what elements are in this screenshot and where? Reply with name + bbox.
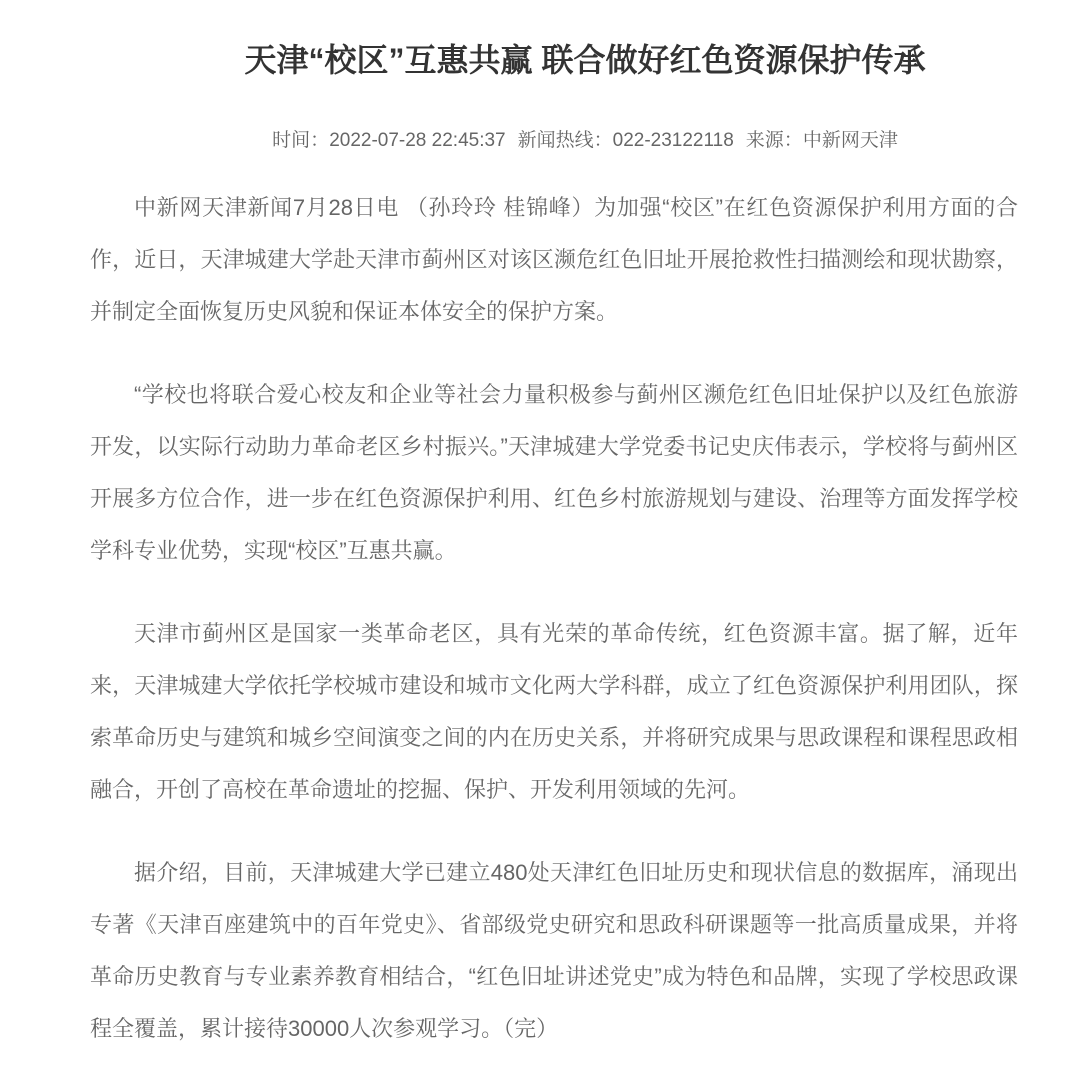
article-paragraph: 天津市蓟州区是国家一类革命老区，具有光荣的革命传统，红色资源丰富。据了解，近年来，天津城建大学依托学校城市建设和城市文化两大学科群，成立了红色资源保护利用团队，探索革命历史与建筑和城乡空间演变之间的内在历史关系，并将研究成果与思政课程和课程思政相融合，开创了高校在革命遗址的挖掘、保护、开发利用领域的先河。 bbox=[90, 621, 1018, 802]
article-meta-line bbox=[90, 128, 1080, 153]
article-body bbox=[90, 182, 1018, 1055]
meta-source-label: 来源： bbox=[745, 130, 803, 151]
meta-time-value: 2022-07-28 22:45:37 bbox=[329, 130, 506, 151]
meta-hotline-label: 新闻热线： bbox=[517, 130, 613, 151]
meta-time-label: 时间： bbox=[272, 130, 330, 151]
article-paragraph: 据介绍，目前，天津城建大学已建立480处天津红色旧址历史和现状信息的数据库，涌现出专著《天津百座建筑中的百年党史》、省部级党史研究和思政科研课题等一批高质量成果，并将革命历史教育与专业素养教育相结合，“红色旧址讲述党史”成为特色和品牌，实现了学校思政课程全覆盖，累计接待30000人次参观学习。（完） bbox=[90, 860, 1018, 1041]
article-title: 天津“校区”互惠共赢 联合做好红色资源保护传承 bbox=[244, 42, 926, 78]
article-paragraph: “学校也将联合爱心校友和企业等社会力量积极参与蓟州区濒危红色旧址保护以及红色旅游开发，以实际行动助力革命老区乡村振兴。”天津城建大学党委书记史庆伟表示，学校将与蓟州区开展多方位合作，进一步在红色资源保护利用、红色乡村旅游规划与建设、治理等方面发挥学校学科专业优势，实现“校区”互惠共赢。 bbox=[90, 382, 1018, 563]
meta-source-value: 中新网天津 bbox=[802, 130, 898, 151]
article-paragraph: 中新网天津新闻7月28日电 （孙玲玲 桂锦峰）为加强“校区”在红色资源保护利用方面的合作，近日，天津城建大学赴天津市蓟州区对该区濒危红色旧址开展抢救性扫描测绘和现状勘察，并制定全面恢复历史风貌和保证本体安全的保护方案。 bbox=[90, 195, 1018, 324]
meta-hotline-value: 022-23122118 bbox=[612, 130, 734, 151]
article-header bbox=[90, 36, 1080, 153]
